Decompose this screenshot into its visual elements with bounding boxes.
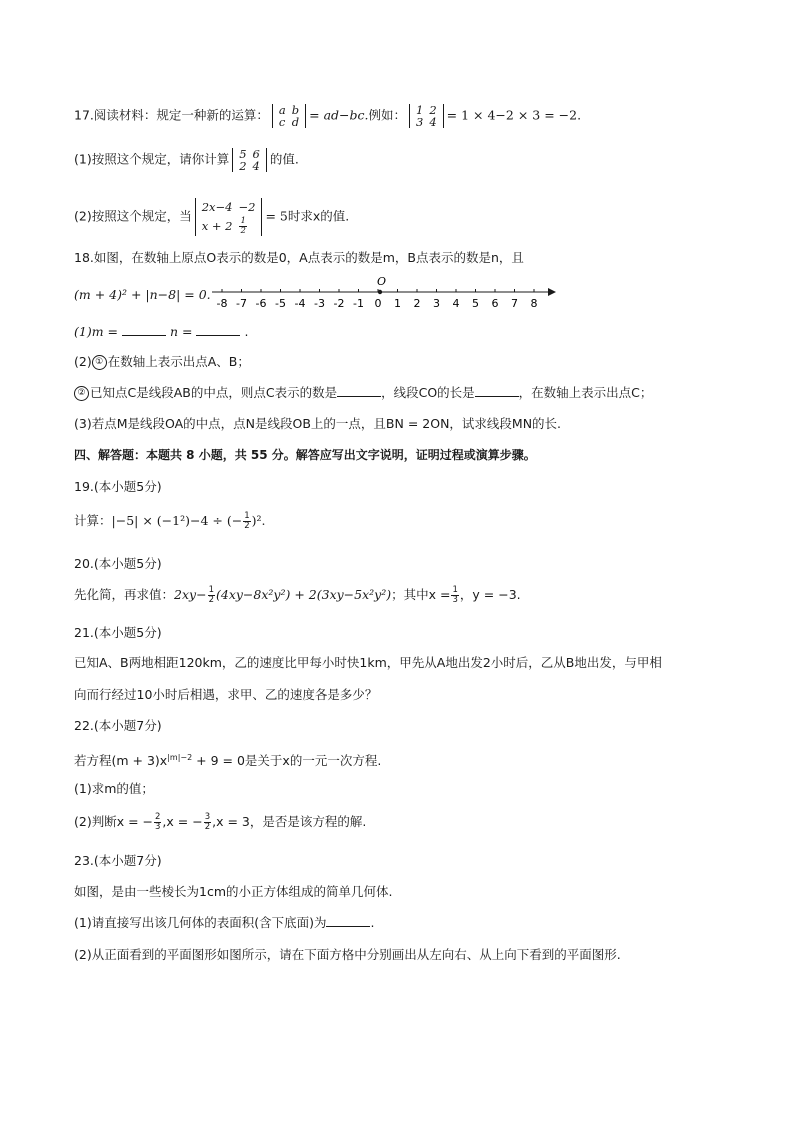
number-line-tick-label: -5 bbox=[275, 297, 286, 310]
q18-part2: (2) ① 在数轴上表示出点A、B； bbox=[74, 354, 250, 369]
answer-blank-co[interactable] bbox=[475, 384, 519, 397]
q17-intro: 17.阅读材料：规定一种新的运算： bbox=[74, 107, 269, 123]
number-line-tick-label: 0 bbox=[374, 297, 382, 310]
arrow-right-icon bbox=[548, 288, 556, 296]
q17-example-rhs: = 1 × 4−2 × 3 = −2 bbox=[446, 107, 578, 123]
answer-blank-n[interactable] bbox=[196, 323, 240, 336]
fraction-three-halves: $\frac{3}{2}$ bbox=[204, 812, 211, 832]
number-line-tick-label: -1 bbox=[353, 297, 364, 310]
q21-line2: 向而行经过10小时后相遇，求甲、乙的速度各是多少？ bbox=[74, 687, 378, 702]
q19-heading: 19.(本小题5分) bbox=[74, 479, 162, 494]
number-line-tick-label: 2 bbox=[413, 297, 421, 310]
answer-blank-c[interactable] bbox=[337, 384, 381, 397]
number-line-tick-label: 6 bbox=[491, 297, 499, 310]
q18-part3: (3)若点M是线段OA的中点，点N是线段OB上的一点，且BN = 2ON，试求线段MN的长. bbox=[74, 416, 562, 431]
q21-heading: 21.(本小题5分) bbox=[74, 625, 162, 640]
q18-condition: (m + 4)² + |n−8| = 0. bbox=[74, 287, 211, 302]
q22-heading: 22.(本小题7分) bbox=[74, 718, 162, 733]
q18-part1: (1)m = n = . bbox=[74, 324, 249, 339]
q17-part1: (1)按照这个规定，请你计算 5 6 2 4 的值. bbox=[74, 147, 299, 173]
number-line-tick-label: -8 bbox=[216, 297, 228, 310]
q23-heading: 23.(本小题7分) bbox=[74, 853, 162, 868]
number-line-tick-label: -3 bbox=[314, 297, 325, 310]
q18-intro: 18.如图，在数轴上原点O表示的数是0，A点表示的数是m，B点表示的数是n，且 bbox=[74, 250, 524, 265]
q22-part2: (2)判断x = − $\frac{2}{3}$ ,x = − $\frac{3}{2}$ ,x = 3，是否是该方程的解. bbox=[74, 812, 367, 832]
q22-line1: 若方程$(m + 3)x^{|m|-2} + 9 = 0$是关于x的一元一次方程. bbox=[74, 753, 382, 769]
q20-body: 先化简，再求值：2xy− $\frac{1}{2}$ (4xy−8x²y²) + 2(3xy−5x²y²)；其中x = $\frac{1}{3}$ ，y = −3. bbox=[74, 585, 521, 605]
number-line-tick-label: 8 bbox=[530, 297, 538, 310]
q23-line1: 如图，是由一些棱长为1cm的小正方体组成的简单几何体. bbox=[74, 884, 393, 899]
origin-label: O bbox=[377, 275, 387, 288]
q17-intro-line: 17.阅读材料：规定一种新的运算： a b c d = ad−bc.例如： 1 2 3 4 = 1 × 4−2 × 3 = −2. bbox=[74, 103, 582, 129]
q17-def-rhs: = ad−bc. bbox=[309, 107, 369, 123]
number-line bbox=[212, 272, 557, 312]
number-line-tick-label: 5 bbox=[472, 297, 479, 310]
determinant-example: 1 2 3 4 bbox=[409, 104, 444, 128]
number-line-tick-label: 3 bbox=[433, 297, 440, 310]
answer-blank-area[interactable] bbox=[326, 914, 370, 927]
circled-2: ② bbox=[74, 386, 89, 401]
fraction-one-half: $\frac{1}{2}$ bbox=[240, 215, 246, 236]
determinant-part2: 2x−4 −2 x + 2 $\frac{1}{2}$ bbox=[195, 198, 263, 236]
fraction-one-third: $\frac{1}{3}$ bbox=[452, 585, 458, 605]
q22-part1: (1)求m的值； bbox=[74, 781, 154, 796]
section-4-heading: 四、解答题：本题共 8 小题，共 55 分。解答应写出文字说明，证明过程或演算步骤。 bbox=[74, 448, 536, 462]
q21-line1: 已知A、B两地相距120km，乙的速度比甲每小时快1km，甲先从A地出发2小时后，乙从B地出发，与甲相 bbox=[74, 655, 662, 670]
determinant-part1: 5 6 2 4 bbox=[232, 148, 267, 172]
q23-part1: (1)请直接写出该几何体的表面积(含下底面)为 . bbox=[74, 915, 375, 930]
q18-part2b: ② 已知点C是线段AB的中点，则点C表示的数是 ，线段CO的长是 ，在数轴上表示出点C； bbox=[74, 384, 652, 402]
circled-1: ① bbox=[92, 355, 107, 370]
q20-heading: 20.(本小题5分) bbox=[74, 556, 162, 571]
q23-part2: (2)从正面看到的平面图形如图所示，请在下面方格中分别画出从左向右、从上向下看到的平面图形. bbox=[74, 947, 621, 962]
number-line-tick-label: 4 bbox=[452, 297, 460, 310]
number-line-tick-label: 7 bbox=[511, 297, 518, 310]
number-line-tick-label: -7 bbox=[236, 297, 247, 310]
fraction-two-thirds: $\frac{2}{3}$ bbox=[155, 812, 161, 832]
number-line-tick-label: -6 bbox=[255, 297, 267, 310]
number-line-tick-label: 1 bbox=[394, 297, 401, 310]
fraction-one-half: $\frac{1}{2}$ bbox=[208, 585, 214, 605]
q17-part2: (2)按照这个规定，当 2x−4 −2 x + 2 $\frac{1}{2}$ = 5时求x的值. bbox=[74, 200, 350, 236]
answer-blank-m[interactable] bbox=[122, 323, 166, 336]
determinant-definition: a b c d bbox=[272, 104, 306, 128]
number-line-tick-label: -4 bbox=[294, 297, 306, 310]
q17-example-lead: 例如： bbox=[368, 107, 406, 123]
number-line-tick-label: -2 bbox=[333, 297, 345, 310]
q19-body: 计算：|−5| × (−1²)−4 ÷ (− $\frac{1}{2}$ )². bbox=[74, 511, 266, 531]
fraction-one-half: $\frac{1}{2}$ bbox=[244, 511, 250, 531]
